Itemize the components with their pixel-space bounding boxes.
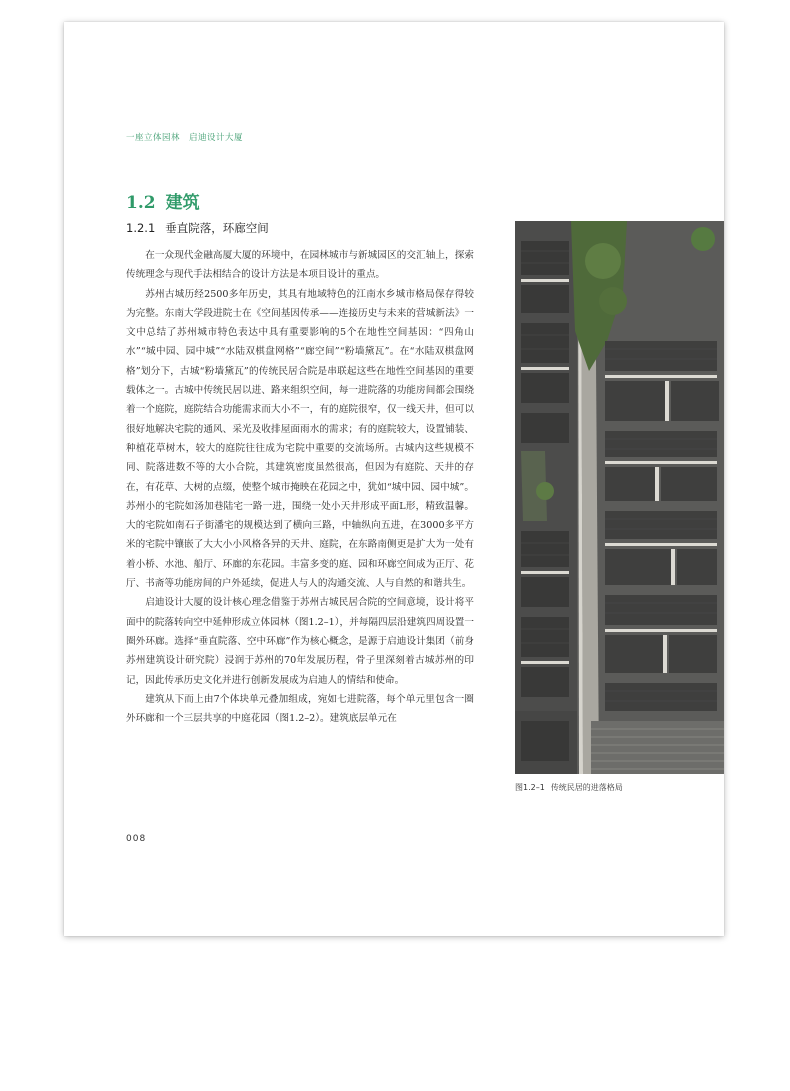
section-number: 1.2 <box>126 193 156 213</box>
book-page <box>64 22 724 936</box>
body-text <box>126 246 474 728</box>
running-head: 一座立体园林 启迪设计大厦 <box>126 133 244 143</box>
subsection-title: 垂直院落，环廊空间 <box>165 221 269 235</box>
figure-caption <box>515 782 623 793</box>
paragraph: 启迪设计大厦的设计核心理念借鉴于苏州古城民居合院的空间意境，设计将平面中的院落转向空中延伸形成立体园林（图1.2–1），并每隔四层沿建筑四周设置一圈外环廊。选择“垂直院落、空中环廊”作为核心概念，是源于启迪设计集团（前身苏州建筑设计研究院）浸润于苏州的70年发展历程，骨子里深刻着古城苏州的印记，因此传承历史文化并进行创新发展成为启迪人的情结和使命。 <box>126 597 474 686</box>
figure-number: 图1.2–1 <box>515 783 545 792</box>
section-title: 建筑 <box>165 193 200 213</box>
figure-caption-text: 传统民居的进落格局 <box>550 783 623 792</box>
page-number: 008 <box>126 834 147 844</box>
subsection-number: 1.2.1 <box>126 221 156 235</box>
subsection-heading <box>126 220 269 236</box>
aerial-photo <box>515 221 724 774</box>
section-heading <box>126 188 200 213</box>
paragraph: 在一众现代金融高厦大厦的环境中，在园林城市与新城园区的交汇轴上，探索传统理念与现代手法相结合的设计方法是本项目设计的重点。 <box>126 250 474 281</box>
paragraph: 苏州古城历经2500多年历史，其具有地域特色的江南水乡城市格局保存得较为完整。东南大学段进院士在《空间基因传承——连接历史与未来的营城新法》一文中总结了苏州城市特色表达中具有重要影响的5个在地性空间基因：“四角山水”“城中园、园中城”“水陆双棋盘网格”“廊空间”“粉墙黛瓦”。在“水陆双棋盘网格”划分下，古城“粉墙黛瓦”的传统民居合院是串联起这些在地性空间基因的重要载体之一。古城中传统民居以进、路来组织空间，每一进院落的功能房间都会围绕着一个庭院，庭院结合功能需求而大小不一，有的庭院很窄，仅一线天井，但可以很好地解决宅院的通风、采光及收排屋面雨水的需求；有的庭院较大，设置铺装、种植花草树木，较大的庭院往往成为宅院中重要的交流场所。古城内这些规模不同、院落进数不等的大小合院，其建筑密度虽然很高，但因为有庭院、天井的存在，有花草、大树的点缀，使整个城市掩映在花园之中，犹如“城中园、园中城”。苏州小的宅院如汤加巷陆宅一路一进，围绕一处小天井形成平面L形，精致温馨。大的宅院如南石子街潘宅的规模达到了横向三路，中轴纵向五进，在3000多平方米的宅院中镶嵌了大大小小风格各异的天井、庭院，在东路南侧更是扩大为一处有着小桥、水池、船厅、环廊的东花园。丰富多变的庭、园和环廊空间成为正厅、花厅、书斋等功能房间的户外延续，促进人与人的沟通交流、人与自然的和谐共生。 <box>126 288 474 590</box>
paragraph: 建筑从下而上由7个体块单元叠加组成，宛如七进院落，每个单元里包含一圈外环廊和一个三层共享的中庭花园（图1.2–2）。建筑底层单元在 <box>126 693 474 725</box>
